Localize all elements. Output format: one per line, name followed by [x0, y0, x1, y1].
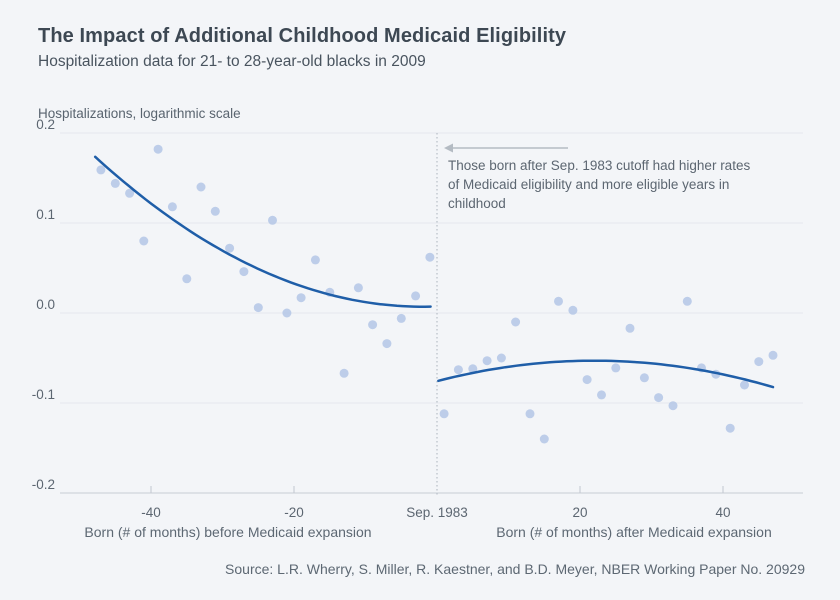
scatter-point: [154, 145, 163, 154]
scatter-point: [654, 393, 663, 402]
scatter-point: [111, 179, 120, 188]
y-tick-label: -0.2: [31, 477, 55, 492]
scatter-point: [626, 324, 635, 333]
scatter-point: [597, 390, 606, 399]
x-axis-label-after: Born (# of months) after Medicaid expansion: [496, 524, 772, 540]
scatter-point: [168, 202, 177, 211]
scatter-point: [726, 424, 735, 433]
scatter-point: [669, 401, 678, 410]
scatter-point: [611, 363, 620, 372]
y-tick-label: 0.1: [36, 207, 55, 222]
y-tick-label: 0.0: [36, 297, 55, 312]
scatter-point: [211, 207, 220, 216]
x-axis-label-before: Born (# of months) before Medicaid expansion: [84, 524, 372, 540]
scatter-point: [583, 375, 592, 384]
scatter-point: [354, 283, 363, 292]
scatter-point: [640, 373, 649, 382]
scatter-point: [497, 354, 506, 363]
scatter-point: [254, 303, 263, 312]
scatter-point: [397, 314, 406, 323]
cutoff-arrowhead-icon: [444, 144, 453, 153]
scatter-point: [425, 253, 434, 262]
scatter-point: [568, 306, 577, 315]
cutoff-annotation: Those born after Sep. 1983 cutoff had higher rates of Medicaid eligibility and more eligible years in childhood: [448, 158, 751, 211]
y-tick-label: -0.1: [31, 387, 55, 402]
source-credit: Source: L.R. Wherry, S. Miller, R. Kaestner, and B.D. Meyer, NBER Working Paper No. 20929: [225, 561, 805, 577]
scatter-point: [282, 309, 291, 318]
scatter-point: [454, 365, 463, 374]
scatter-point: [311, 255, 320, 264]
scatter-point: [340, 369, 349, 378]
scatter-point: [139, 237, 148, 246]
scatter-point: [197, 183, 206, 192]
scatter-point: [182, 274, 191, 283]
chart-subtitle: Hospitalization data for 21- to 28-year-old blacks in 2009: [38, 53, 426, 70]
x-tick-label: -40: [141, 505, 161, 520]
scatter-point: [368, 320, 377, 329]
scatter-point: [754, 357, 763, 366]
scatter-point: [239, 267, 248, 276]
x-tick-label: Sep. 1983: [406, 505, 468, 520]
scatter-point: [769, 351, 778, 360]
x-tick-label: -20: [284, 505, 304, 520]
scatter-point: [526, 409, 535, 418]
scatter-point: [382, 339, 391, 348]
scatter-point: [740, 381, 749, 390]
scatter-point: [96, 165, 105, 174]
scatter-point: [268, 216, 277, 225]
scatter-point: [554, 297, 563, 306]
scatter-point: [511, 318, 520, 327]
scatter-point: [225, 244, 234, 253]
scatter-point: [440, 409, 449, 418]
chart-title: The Impact of Additional Childhood Medicaid Eligibility: [38, 25, 567, 47]
x-tick-label: 40: [715, 505, 731, 520]
scatter-point: [540, 435, 549, 444]
scatter-point: [411, 291, 420, 300]
scatter-point: [683, 297, 692, 306]
y-axis-title: Hospitalizations, logarithmic scale: [38, 106, 241, 121]
x-tick-label: 20: [572, 505, 588, 520]
trend-curve-before-fit: [95, 157, 430, 307]
y-tick-label: 0.2: [36, 117, 55, 132]
scatter-point: [297, 293, 306, 302]
scatter-point: [483, 356, 492, 365]
